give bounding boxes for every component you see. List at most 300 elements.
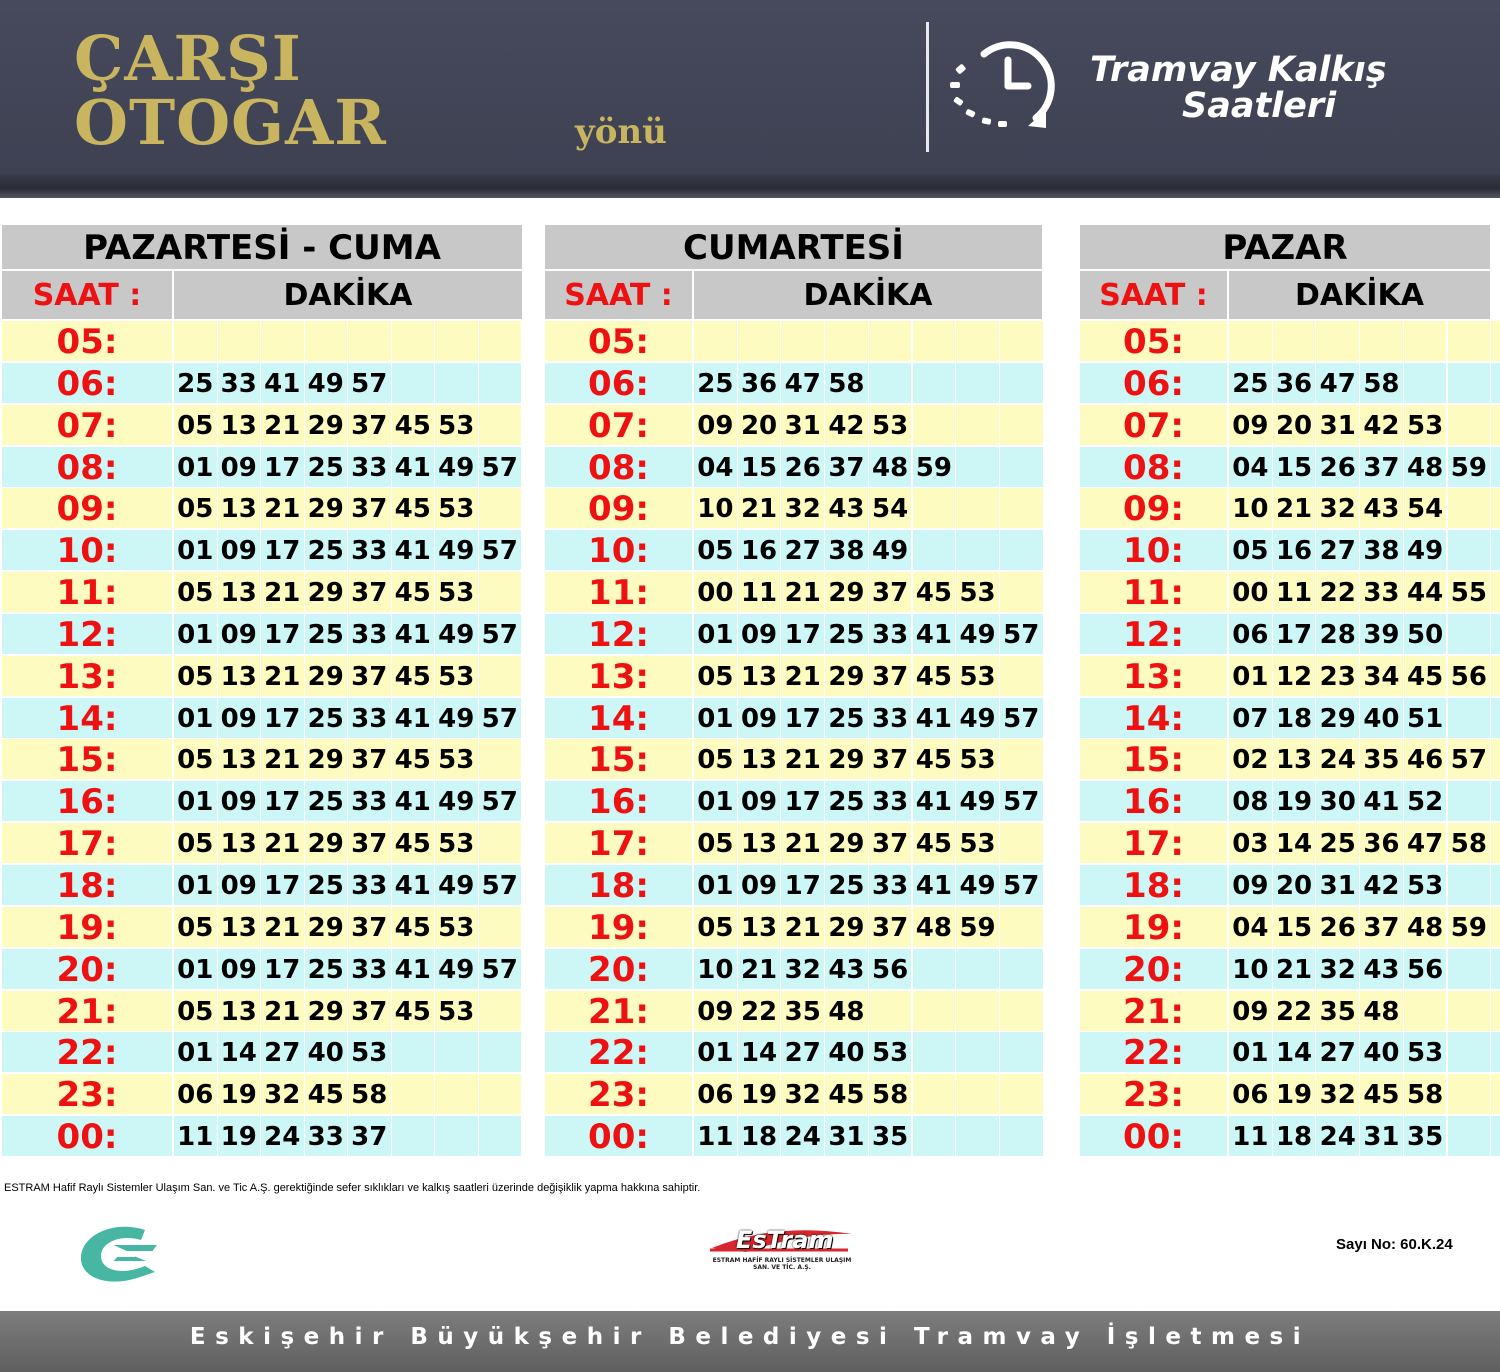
minute-cell: 10 <box>1229 949 1272 989</box>
table-row <box>1080 907 1490 947</box>
minute-cell: 49 <box>956 614 999 654</box>
minute-cell: 49 <box>435 614 478 654</box>
minute-cell <box>1491 1032 1500 1072</box>
table-row <box>2 698 522 738</box>
hour-cell: 19: <box>1080 907 1227 947</box>
minute-cell <box>1448 949 1491 989</box>
minute-cell: 29 <box>825 907 868 947</box>
minute-cell: 30 <box>1316 781 1359 821</box>
hour-cell: 08: <box>545 447 692 487</box>
minute-cell: 27 <box>1316 1032 1359 1072</box>
minute-cell: 08 <box>1229 781 1272 821</box>
hour-cell: 16: <box>1080 781 1227 821</box>
minute-cell <box>913 405 956 445</box>
minute-cell: 37 <box>869 572 912 612</box>
minute-cell: 25 <box>825 781 868 821</box>
minute-cell: 21 <box>261 572 304 612</box>
minute-cell <box>1000 572 1043 612</box>
minute-cell <box>1000 530 1043 570</box>
minute-cell <box>479 405 522 445</box>
minute-cell <box>1448 1116 1491 1156</box>
table-row <box>1080 781 1490 821</box>
hour-cell: 10: <box>545 530 692 570</box>
minute-cell <box>825 321 868 361</box>
minute-cell <box>1491 907 1500 947</box>
minute-header: DAKİKA <box>174 271 522 319</box>
minute-cell <box>218 321 261 361</box>
minute-cell <box>479 1074 522 1114</box>
minute-cell: 40 <box>1360 698 1403 738</box>
minute-cell: 47 <box>1404 823 1447 863</box>
day-title: PAZARTESİ - CUMA <box>2 225 522 269</box>
minute-cell: 37 <box>348 907 391 947</box>
minute-cell: 48 <box>825 991 868 1031</box>
minute-cell <box>392 1074 435 1114</box>
minute-cell: 41 <box>392 447 435 487</box>
minute-cell: 18 <box>738 1116 781 1156</box>
minute-cell: 27 <box>261 1032 304 1072</box>
table-row <box>545 1116 1042 1156</box>
minute-cell: 45 <box>392 739 435 779</box>
minute-cell <box>392 321 435 361</box>
minute-cell: 45 <box>913 823 956 863</box>
minute-cell: 57 <box>479 447 522 487</box>
footer-organization: Eskişehir Büyükşehir Belediyesi Tramvay İşletmesi <box>189 1324 1311 1350</box>
minute-cell: 29 <box>305 405 348 445</box>
minute-cell: 48 <box>1360 991 1403 1031</box>
minute-cell <box>348 321 391 361</box>
minute-cell: 45 <box>392 488 435 528</box>
minute-cell: 33 <box>348 698 391 738</box>
table-row <box>1080 823 1490 863</box>
minute-cell: 57 <box>1000 614 1043 654</box>
minute-cell: 54 <box>1404 488 1447 528</box>
minute-cell: 16 <box>738 530 781 570</box>
minute-cell: 09 <box>738 698 781 738</box>
minute-cell: 17 <box>261 949 304 989</box>
minute-cell <box>1448 781 1491 821</box>
minute-cell <box>956 949 999 989</box>
table-row <box>2 321 522 361</box>
minute-cell <box>479 1032 522 1072</box>
minute-cell <box>1491 739 1500 779</box>
minute-cell: 45 <box>392 907 435 947</box>
table-row <box>545 865 1042 905</box>
table-row <box>1080 656 1490 696</box>
minute-cell: 27 <box>781 530 824 570</box>
minute-cell: 25 <box>305 530 348 570</box>
minute-cell: 32 <box>1316 949 1359 989</box>
minute-cell: 21 <box>261 907 304 947</box>
minute-cell: 25 <box>825 865 868 905</box>
minute-cell: 29 <box>305 739 348 779</box>
minute-cell: 21 <box>261 991 304 1031</box>
minute-cell: 59 <box>1448 907 1491 947</box>
minute-cell: 01 <box>694 781 737 821</box>
minute-cell: 53 <box>956 656 999 696</box>
minute-cell: 43 <box>825 488 868 528</box>
table-row <box>1080 949 1490 989</box>
table-row <box>1080 1074 1490 1114</box>
minute-cell: 13 <box>738 739 781 779</box>
issue-number: Sayı No: 60.K.24 <box>1336 1236 1453 1253</box>
table-row <box>545 823 1042 863</box>
minute-cell: 41 <box>392 865 435 905</box>
minute-cell: 01 <box>694 1032 737 1072</box>
hour-cell: 10: <box>1080 530 1227 570</box>
hour-cell: 07: <box>1080 405 1227 445</box>
minute-cell: 58 <box>1360 363 1403 403</box>
hour-cell: 16: <box>545 781 692 821</box>
minute-cell: 37 <box>348 488 391 528</box>
minute-cell <box>1491 1116 1500 1156</box>
minute-cell: 57 <box>479 949 522 989</box>
minute-cell: 14 <box>1273 823 1316 863</box>
minute-cell: 48 <box>913 907 956 947</box>
minute-cell <box>1491 823 1500 863</box>
minute-cell: 23 <box>1316 656 1359 696</box>
minute-cell: 10 <box>694 949 737 989</box>
minute-cell: 13 <box>738 656 781 696</box>
minute-cell: 33 <box>348 447 391 487</box>
minute-cell: 05 <box>174 907 217 947</box>
minute-cell: 53 <box>869 1032 912 1072</box>
table-row <box>545 488 1042 528</box>
table-row <box>545 321 1042 361</box>
minute-cell: 50 <box>1404 614 1447 654</box>
minute-cell <box>956 321 999 361</box>
minute-cell: 36 <box>738 363 781 403</box>
minute-cell: 19 <box>1273 781 1316 821</box>
minute-cell: 20 <box>1273 405 1316 445</box>
minute-cell <box>1448 614 1491 654</box>
hour-cell: 11: <box>1080 572 1227 612</box>
minute-cell: 37 <box>348 405 391 445</box>
minute-cell: 45 <box>825 1074 868 1114</box>
minute-cell: 41 <box>392 698 435 738</box>
minute-cell: 21 <box>781 739 824 779</box>
minute-cell: 57 <box>479 698 522 738</box>
minute-cell: 21 <box>738 949 781 989</box>
minute-cell <box>1491 614 1500 654</box>
minute-cell: 34 <box>1360 656 1403 696</box>
minute-cell <box>392 363 435 403</box>
minute-cell: 15 <box>1273 907 1316 947</box>
minute-cell: 29 <box>825 572 868 612</box>
hour-cell: 13: <box>2 656 172 696</box>
minute-cell <box>1491 865 1500 905</box>
minute-cell <box>956 447 999 487</box>
hour-cell: 05: <box>1080 321 1227 361</box>
minute-cell <box>1491 363 1500 403</box>
minute-cell: 18 <box>1273 1116 1316 1156</box>
minute-cell: 31 <box>1360 1116 1403 1156</box>
minute-cell: 29 <box>305 907 348 947</box>
minute-cell: 21 <box>781 823 824 863</box>
minute-cell: 25 <box>825 698 868 738</box>
minute-cell: 09 <box>218 698 261 738</box>
minute-cell: 01 <box>174 447 217 487</box>
minute-cell <box>1000 823 1043 863</box>
minute-cell: 25 <box>305 698 348 738</box>
minute-cell: 53 <box>435 907 478 947</box>
minute-cell: 06 <box>1229 1074 1272 1114</box>
minute-cell: 09 <box>218 614 261 654</box>
minute-cell <box>1491 949 1500 989</box>
minute-cell: 17 <box>781 698 824 738</box>
minute-cell: 29 <box>305 991 348 1031</box>
hour-cell: 22: <box>2 1032 172 1072</box>
minute-cell: 25 <box>1316 823 1359 863</box>
minute-cell: 25 <box>694 363 737 403</box>
minute-cell: 58 <box>825 363 868 403</box>
table-row <box>545 572 1042 612</box>
minute-cell <box>913 949 956 989</box>
table-row <box>2 907 522 947</box>
minute-cell: 17 <box>261 865 304 905</box>
header-shadow-strip <box>0 174 1500 198</box>
minute-cell: 11 <box>1229 1116 1272 1156</box>
minute-cell <box>869 321 912 361</box>
table-row <box>545 1032 1042 1072</box>
hour-header: SAAT : <box>2 271 172 319</box>
minute-cell: 41 <box>392 614 435 654</box>
table-row <box>545 739 1042 779</box>
minute-cell: 32 <box>1316 1074 1359 1114</box>
minute-cell <box>435 1032 478 1072</box>
minute-cell: 49 <box>305 363 348 403</box>
minute-cell: 09 <box>738 614 781 654</box>
table-row <box>2 447 522 487</box>
minute-cell: 31 <box>825 1116 868 1156</box>
estram-logo-subtitle-2: SAN. VE TİC. A.Ş. <box>753 1264 811 1271</box>
municipality-logo <box>75 1222 165 1284</box>
minute-cell: 26 <box>781 447 824 487</box>
minute-cell: 05 <box>174 739 217 779</box>
minute-cell: 39 <box>1360 614 1403 654</box>
minute-cell: 57 <box>1000 865 1043 905</box>
minute-cell: 40 <box>1360 1032 1403 1072</box>
minute-cell: 03 <box>1229 823 1272 863</box>
table-row <box>2 1032 522 1072</box>
hour-cell: 19: <box>2 907 172 947</box>
minute-cell <box>1448 865 1491 905</box>
minute-cell: 19 <box>218 1074 261 1114</box>
table-row <box>2 530 522 570</box>
minute-cell: 17 <box>781 865 824 905</box>
minute-cell: 37 <box>869 656 912 696</box>
minute-cell <box>956 991 999 1031</box>
minute-cell: 15 <box>1273 447 1316 487</box>
minute-cell: 52 <box>1404 781 1447 821</box>
minute-cell: 25 <box>305 865 348 905</box>
minute-cell <box>1000 321 1043 361</box>
minute-cell: 41 <box>913 781 956 821</box>
hour-header: SAAT : <box>545 271 692 319</box>
estram-logo-name: EsTram <box>736 1226 834 1254</box>
minute-cell <box>435 1116 478 1156</box>
minute-cell: 01 <box>1229 656 1272 696</box>
minute-cell: 48 <box>869 447 912 487</box>
minute-cell: 17 <box>261 614 304 654</box>
minute-cell: 53 <box>956 823 999 863</box>
minute-cell: 48 <box>1404 447 1447 487</box>
minute-cell: 49 <box>956 781 999 821</box>
minute-cell: 09 <box>218 447 261 487</box>
minute-cell: 43 <box>825 949 868 989</box>
minute-cell: 01 <box>694 865 737 905</box>
minute-cell: 05 <box>694 739 737 779</box>
hour-cell: 22: <box>545 1032 692 1072</box>
minute-cell: 15 <box>738 447 781 487</box>
minute-cell: 53 <box>435 656 478 696</box>
minute-cell <box>1000 405 1043 445</box>
minute-cell <box>913 488 956 528</box>
minute-cell: 42 <box>825 405 868 445</box>
minute-cell: 43 <box>1360 488 1403 528</box>
hour-cell: 06: <box>545 363 692 403</box>
minute-cell: 53 <box>435 739 478 779</box>
minute-cell: 32 <box>781 949 824 989</box>
minute-cell: 05 <box>174 656 217 696</box>
minute-cell <box>479 656 522 696</box>
minute-cell: 10 <box>694 488 737 528</box>
minute-cell: 41 <box>261 363 304 403</box>
minute-cell: 05 <box>694 907 737 947</box>
minute-cell: 31 <box>1316 405 1359 445</box>
minute-cell <box>305 321 348 361</box>
hour-cell: 12: <box>2 614 172 654</box>
clock-icon <box>946 40 1080 130</box>
disclaimer-text: ESTRAM Hafif Raylı Sistemler Ulaşım San. ve Tic A.Ş. gerektiğinde sefer sıklıkları ve kalkış saatleri üzerinde değişiklik yapma hakkına sahiptir. <box>4 1182 701 1194</box>
minute-cell: 12 <box>1273 656 1316 696</box>
hour-cell: 18: <box>1080 865 1227 905</box>
minute-cell: 17 <box>781 781 824 821</box>
hour-cell: 19: <box>545 907 692 947</box>
hour-cell: 11: <box>545 572 692 612</box>
minute-cell: 54 <box>869 488 912 528</box>
minute-cell: 36 <box>1360 823 1403 863</box>
minute-cell: 21 <box>781 572 824 612</box>
minute-cell: 49 <box>956 698 999 738</box>
minute-cell <box>435 363 478 403</box>
table-row <box>2 572 522 612</box>
minute-cell: 25 <box>825 614 868 654</box>
minute-cell: 16 <box>1273 530 1316 570</box>
minute-cell: 01 <box>1229 1032 1272 1072</box>
minute-cell: 17 <box>261 781 304 821</box>
table-row <box>2 656 522 696</box>
minute-cell: 25 <box>1229 363 1272 403</box>
minute-cell <box>1000 1032 1043 1072</box>
minute-cell <box>1491 781 1500 821</box>
minute-cell: 05 <box>694 823 737 863</box>
minute-cell <box>479 823 522 863</box>
table-row <box>545 907 1042 947</box>
minute-cell: 53 <box>869 405 912 445</box>
minute-cell <box>1404 991 1447 1031</box>
minute-cell <box>1000 949 1043 989</box>
minute-cell: 17 <box>261 530 304 570</box>
minute-cell <box>956 405 999 445</box>
minute-cell <box>1229 321 1272 361</box>
minute-cell: 57 <box>348 363 391 403</box>
minute-cell: 26 <box>1316 907 1359 947</box>
table-row <box>1080 447 1490 487</box>
minute-cell: 01 <box>174 865 217 905</box>
hour-cell: 09: <box>2 488 172 528</box>
minute-cell <box>1491 447 1500 487</box>
minute-cell: 21 <box>781 656 824 696</box>
minute-cell <box>479 991 522 1031</box>
direction-word: yönü <box>575 112 667 152</box>
minute-cell: 40 <box>825 1032 868 1072</box>
minute-cell: 33 <box>1360 572 1403 612</box>
minute-cell: 05 <box>174 488 217 528</box>
hour-cell: 07: <box>545 405 692 445</box>
minute-cell: 37 <box>869 739 912 779</box>
minute-cell: 47 <box>1316 363 1359 403</box>
hour-cell: 12: <box>545 614 692 654</box>
minute-cell: 45 <box>913 572 956 612</box>
minute-cell <box>1000 907 1043 947</box>
table-row <box>545 447 1042 487</box>
table-row <box>2 363 522 403</box>
minute-cell: 51 <box>1404 698 1447 738</box>
minute-cell: 13 <box>218 572 261 612</box>
minute-cell <box>1360 321 1403 361</box>
minute-cell <box>956 488 999 528</box>
minute-cell: 05 <box>174 991 217 1031</box>
hour-cell: 18: <box>545 865 692 905</box>
minute-cell: 00 <box>694 572 737 612</box>
minute-cell: 41 <box>913 865 956 905</box>
minute-cell: 01 <box>174 1032 217 1072</box>
table-row <box>1080 1032 1490 1072</box>
minute-cell: 31 <box>1316 865 1359 905</box>
minute-cell: 45 <box>392 991 435 1031</box>
minute-cell <box>1491 698 1500 738</box>
minute-cell: 35 <box>1316 991 1359 1031</box>
minute-cell: 48 <box>1404 907 1447 947</box>
minute-cell: 24 <box>1316 1116 1359 1156</box>
minute-cell: 33 <box>348 865 391 905</box>
minute-cell: 09 <box>218 865 261 905</box>
table-row <box>545 405 1042 445</box>
minute-cell <box>956 530 999 570</box>
minute-cell: 09 <box>694 405 737 445</box>
hour-cell: 12: <box>1080 614 1227 654</box>
minute-cell: 13 <box>738 823 781 863</box>
minute-cell: 36 <box>1273 363 1316 403</box>
day-title: PAZAR <box>1080 225 1490 269</box>
minute-cell <box>1448 321 1491 361</box>
minute-cell: 29 <box>305 488 348 528</box>
minute-cell: 01 <box>694 614 737 654</box>
minute-cell: 29 <box>825 656 868 696</box>
minute-cell: 53 <box>435 405 478 445</box>
title-line1: Tramvay Kalkış <box>1090 50 1387 90</box>
minute-cell: 14 <box>738 1032 781 1072</box>
minute-cell: 33 <box>348 781 391 821</box>
table-row <box>545 363 1042 403</box>
minute-cell: 19 <box>738 1074 781 1114</box>
hour-cell: 09: <box>1080 488 1227 528</box>
minute-cell: 53 <box>348 1032 391 1072</box>
minute-cell: 40 <box>305 1032 348 1072</box>
minute-cell: 09 <box>1229 865 1272 905</box>
minute-cell: 49 <box>956 865 999 905</box>
